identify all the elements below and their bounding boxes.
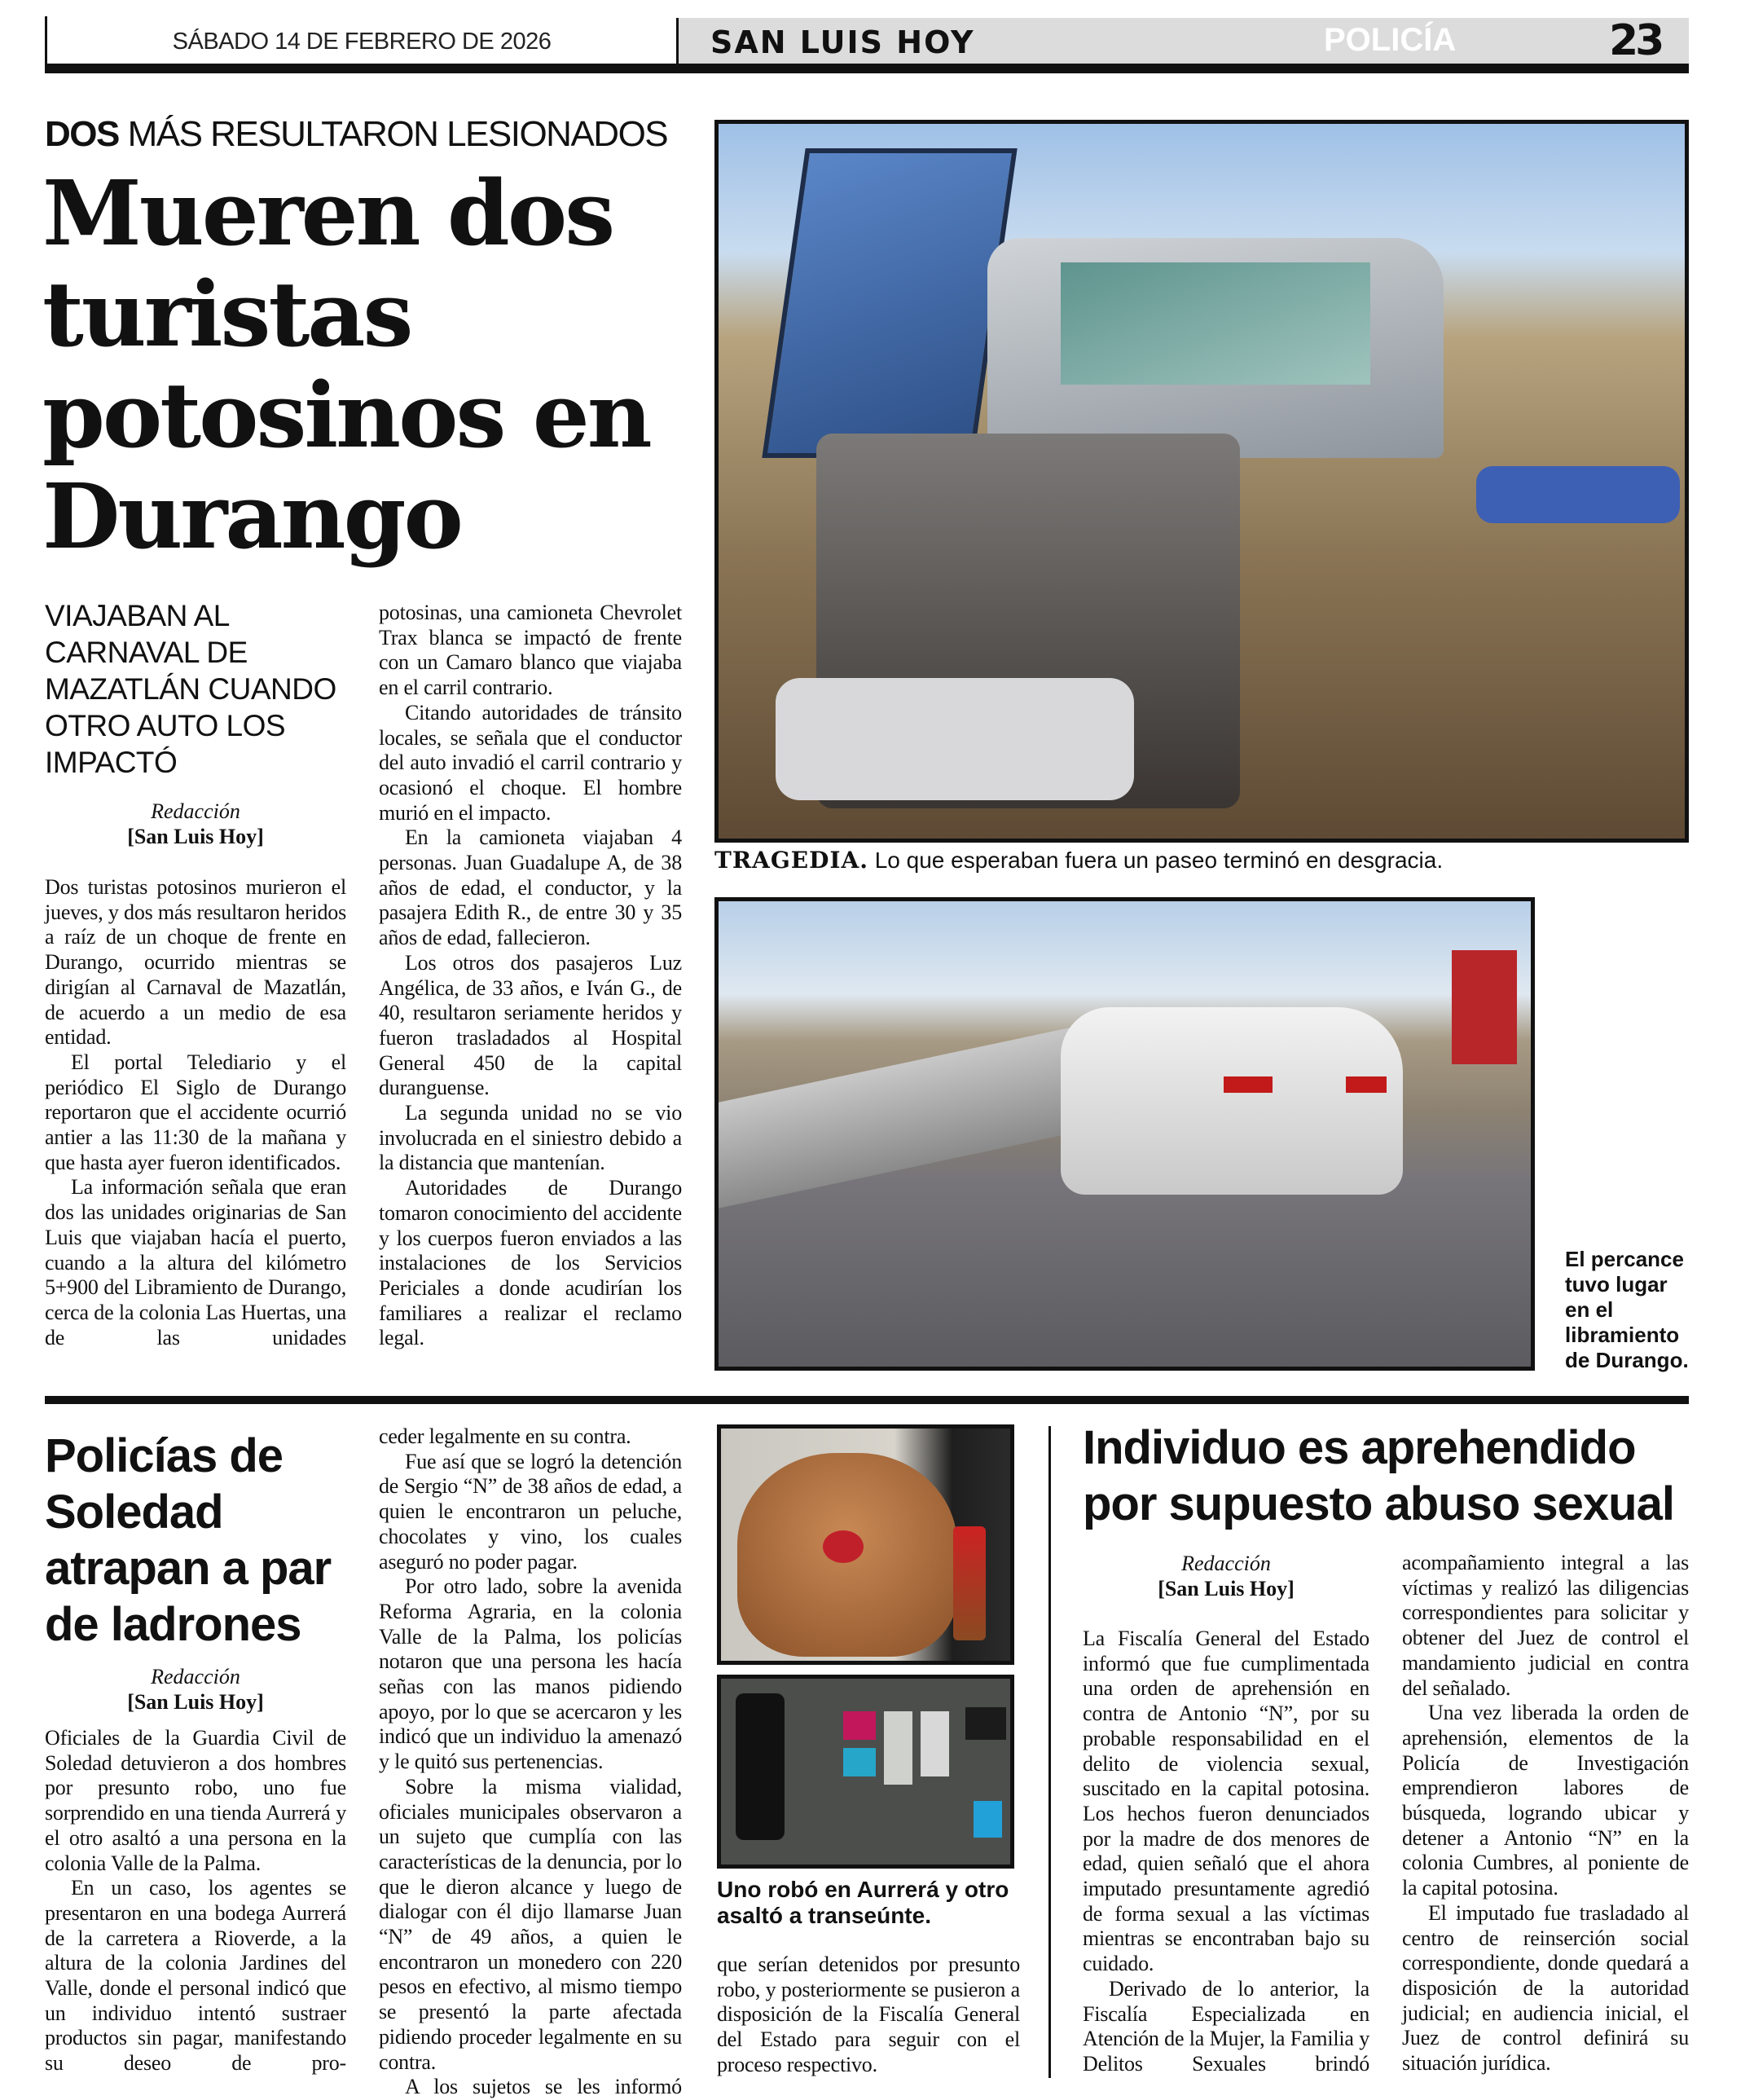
newspaper-name: SAN LUIS HOY [710, 24, 975, 60]
body-paragraph: La información señala que eran dos las unidades originarias de San Luis que viajaban hacía el puerto, cuando a la altura del kilómetro 5+900 del Libramiento de Durango, cerca de la colonia Las Huertas, una de las unidades [45, 1175, 346, 1349]
body-paragraph: Dos turistas potosinos murieron el jueves, y dos más resultaron heridos a raíz de un choque de frente en Durango, ocurrido mientras se dirigían al Carnaval de Mazatlán, de acuerdo a un medio de esa entidad. [45, 875, 346, 1050]
section-divider [45, 1396, 1689, 1404]
guardrail-shape [719, 1026, 1077, 1208]
article1-headline: Mueren dos turistas potosinos en Durango [42, 161, 650, 569]
wine-bottle-shape [953, 1526, 986, 1640]
crash-photo-suv [714, 120, 1689, 843]
body-paragraph: Una vez liberada la orden de aprehensión, elementos de la Policía de Investigación emprendieron labores de búsqueda, logrando ubicar y detener a Antonio “N” en la colonia Cumbres, al poniente de la capital potosina. [1402, 1701, 1689, 1900]
crash-photo-camaro [714, 897, 1535, 1371]
header-rule [45, 64, 1689, 73]
caption-label: TRAGEDIA. [714, 847, 868, 874]
card-shape [843, 1711, 876, 1740]
bumper-shape [776, 678, 1134, 800]
byline-outlet: [San Luis Hoy] [127, 1690, 264, 1714]
article3-byline [1083, 1551, 1369, 1601]
body-paragraph: potosinas, una camioneta Chevrolet Trax blanca se impactó de frente con un Camaro blanco que viajaba en el carril contrario. [379, 601, 682, 700]
photo2-caption: El percance tuvo lugar en el libramiento de Durango. [1565, 1247, 1689, 1372]
white-car-shape [1061, 1007, 1403, 1195]
body-paragraph: Derivado de lo anterior, la Fiscalía Especializada en Atención de la Mujer, la Familia y Delitos Sexuales brindó [1083, 1976, 1369, 2076]
body-paragraph: que serían detenidos por presunto robo, y posteriormente se pusieron a disposición de la Fiscalía General del Estado para seguir con el proceso respectivo. [717, 1953, 1020, 2076]
card-shape [974, 1801, 1002, 1838]
bow-tie-shape [823, 1530, 864, 1563]
body-paragraph: Autoridades de Durango tomaron conocimiento del accidente y los cuerpos fueron enviados a las instalaciones de los Servicios Periciales a donde acudirían los familiares a realizar el reclamo legal. [379, 1176, 682, 1350]
byline-author: Redacción [151, 1665, 240, 1688]
byline-author: Redacción [151, 799, 240, 823]
body-paragraph: El portal Telediario y el periódico El Siglo de Durango reportaron que el accidente ocurrió antier a las 11:30 de la mañana y que hasta ayer fueron identificados. [45, 1050, 346, 1174]
body-paragraph: La segunda unidad no se vio involucrada en el siniestro debido a la distancia que mantenían. [379, 1101, 682, 1175]
bill-shape [921, 1711, 949, 1776]
article2-byline [45, 1664, 346, 1715]
article3-headline: Individuo es aprehendido por supuesto abuso sexual [1083, 1421, 1674, 1530]
page-number: 23 [1609, 16, 1662, 65]
seized-items-photo [717, 1675, 1014, 1869]
byline-outlet: [San Luis Hoy] [1158, 1577, 1295, 1600]
column-divider [1048, 1426, 1051, 2078]
body-paragraph: Oficiales de la Guardia Civil de Soledad detuvieron a dos hombres por presunto robo, uno fue sorprendido en una tienda Aurrerá y el otro asaltó a una persona en la colonia Valle de la Palma. [45, 1726, 346, 1875]
byline-outlet: [San Luis Hoy] [127, 825, 264, 848]
body-paragraph: Fue así que se logró la detención de Sergio “N” de 38 años de edad, a quien le encontraron un peluche, chocolates y vino, los cuales aseguró no poder pagar. [379, 1449, 682, 1574]
car-door-shape [762, 148, 1017, 458]
article1-byline [45, 799, 346, 849]
teddy-bear-photo [717, 1424, 1014, 1665]
body-paragraph: Los otros dos pasajeros Luz Angélica, de 33 años, e Iván G., de 40, resultaron seriamente heridos y fueron trasladados al Hospital General 450 de la capital duranguense. [379, 950, 682, 1100]
article2-photo-caption: Uno robó en Aurrerá y otro asaltó a transeúnte. [717, 1877, 1009, 1928]
body-paragraph: ceder legalmente en su contra. [379, 1424, 631, 1448]
body-paragraph: En un caso, los agentes se presentaron en una bodega Aurrerá de la carretera a Rioverde, a la altura de la colonia Jardines del Valle, donde el personal indicó que un individuo intentó sustraer productos sin pagar, manifestando su deseo de pro- [45, 1876, 346, 2076]
article2-headline: Policías de Soledad atrapan a par de ladrones [45, 1429, 332, 1651]
article2-col1 [45, 1726, 346, 2076]
article3-col1 [1083, 1627, 1369, 2077]
article1-col1 [45, 875, 346, 1350]
photo1-caption [714, 847, 1689, 874]
body-paragraph: A los sujetos se les informó [405, 2075, 682, 2099]
taillight-shape [1346, 1076, 1387, 1093]
article2-col3 [717, 1953, 1020, 2078]
kicker-bold: DOS [45, 114, 119, 154]
byline-author: Redacción [1181, 1552, 1271, 1575]
body-paragraph: La Fiscalía General del Estado informó que fue cumplimentada una orden de aprehensión en contra de Antonio “N”, por su probable responsabilidad en el delito de violencia sexual, suscitado en la capital potosina. Los hechos fueron denunciados por la madre de dos menores de edad, quien señaló que el ahora imputado presuntamente agredió de forma sexual a las víctimas mientras se encontraban bajo su cuidado. [1083, 1627, 1369, 1976]
card-shape [965, 1707, 1006, 1740]
kicker-text: MÁS RESULTARON LESIONADOS [118, 114, 668, 154]
body-paragraph: acompañamiento integral a las víctimas y realizó las diligencias correspondientes para solicitar y obtener del Juez de control el mandamiento judicial en contra del señalado. [1402, 1551, 1689, 1700]
body-paragraph: En la camioneta viajaban 4 personas. Juan Guadalupe A, de 38 años de edad, el conductor, y la pasajera Edith R., de entre 30 y 35 años de edad, fallecieron. [379, 825, 682, 950]
wallet-shape [736, 1693, 785, 1840]
article1-subhead: VIAJABAN AL CARNAVAL DE MAZATLÁN CUANDO OTRO AUTO LOS IMPACTÓ [45, 599, 336, 779]
body-paragraph: Citando autoridades de tránsito locales, se señala que el conductor del auto invadió el carril contrario y ocasionó el choque. El hombre murió en el impacto. [379, 700, 682, 825]
caption-text: Lo que esperaban fuera un paseo terminó en desgracia. [868, 847, 1444, 873]
header-date: SÁBADO 14 DE FEBRERO DE 2026 [45, 16, 676, 67]
emergency-vehicle-shape [1452, 950, 1517, 1064]
article2-col2 [379, 1424, 682, 2100]
card-shape [843, 1748, 876, 1776]
body-paragraph: Sobre la misma vialidad, oficiales municipales observaron a un sujeto que cumplía con las características de la denuncia, por lo que le dieron alcance y luego de dialogar con él dijo llamarse Juan “N” de 49 años, a quien le encontraron un monedero con 220 pesos en efectivo, al mismo tiempo se presentó la parte afectada pidiendo proceder legalmente en su contra. [379, 1774, 682, 2074]
body-paragraph: Por otro lado, sobre la avenida Reforma Agraria, en la colonia Valle de la Palma, los policías notaron que una persona les hacía señas con las manos pidiendo apoyo, por lo que se acercaron y les indicó que un individuo la amenazó y le quitó sus pertenencias. [379, 1574, 682, 1774]
section-name: POLICÍA [1324, 22, 1457, 58]
body-paragraph: El imputado fue trasladado al centro de reinserción social correspondiente, donde quedará a disposición de la autoridad judicial; en audiencia inicial, el Juez de control definirá su situación jurídica. [1402, 1900, 1689, 2076]
article1-kicker [45, 114, 697, 155]
broken-windshield-shape [1061, 262, 1370, 385]
blue-tarp-shape [1476, 466, 1680, 523]
article1-col2 [379, 601, 682, 1351]
article3-col2 [1402, 1551, 1689, 2076]
bill-shape [884, 1711, 912, 1785]
taillight-shape [1224, 1076, 1273, 1093]
